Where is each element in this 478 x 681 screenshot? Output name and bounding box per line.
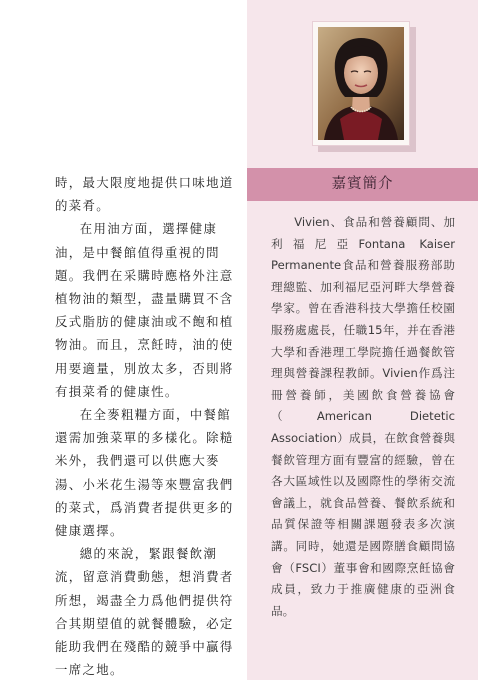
guest-profile-sidebar: [247, 0, 478, 680]
article-column: [55, 171, 237, 681]
guest-intro-title: 嘉賓簡介: [331, 176, 394, 192]
photo-frame: [312, 21, 410, 146]
guest-bio-text: Vivien、食品和營養顧問、加利福尼亞Fontana Kaiser Permanente食品和營養服務部助理總監、加利福尼亞河畔大學營養學家。曾在香港科技大學擔任校園服務處處長，任職15年，并在香港大學和香港理工學院擔任過餐飲管理與營養課程教師。Vivien作爲注冊營養師，美國飲食營養協會（American Dietetic Association）成員，在飲食營養與餐飲管理方面有豐富的經驗，曾在各大區域性以及國際性的學術交流會議上，就食品營養、餐飲系統和品質保證等相關課題發表多次演講。同時，她還是國際膳食顧問協會（FSCI）董事會和國際烹飪協會成員，致力于推廣健康的亞洲食品。: [271, 215, 455, 618]
article-paragraph-1: 時，最大限度地提供口味地道的菜肴。: [55, 175, 234, 214]
article-paragraph-4: 總的來說，緊跟餐飲潮流，留意消費動態，想消費者所想，竭盡全力爲他們提供符合其期望值的就餐體驗，必定能助我們在殘酷的競爭中贏得一席之地。: [55, 546, 234, 678]
guest-intro-title-bar: [247, 168, 478, 201]
article-paragraph-2: 在用油方面，選擇健康油，是中餐館值得重視的問題。我們在采購時應格外注意植物油的類型，盡量購買不含反式脂肪的健康油或不飽和植物油。而且，烹飪時，油的使用要適量，別放太多，否則將有損菜肴的健康性。: [55, 221, 234, 399]
portrait-photo-icon: [318, 27, 404, 140]
article-paragraph-3: 在全麥粗糧方面，中餐館還需加強菜單的多樣化。除糙米外，我們還可以供應大麥湯、小米花生湯等來豐富我們的菜式，爲消費者提供更多的健康選擇。: [55, 407, 234, 539]
